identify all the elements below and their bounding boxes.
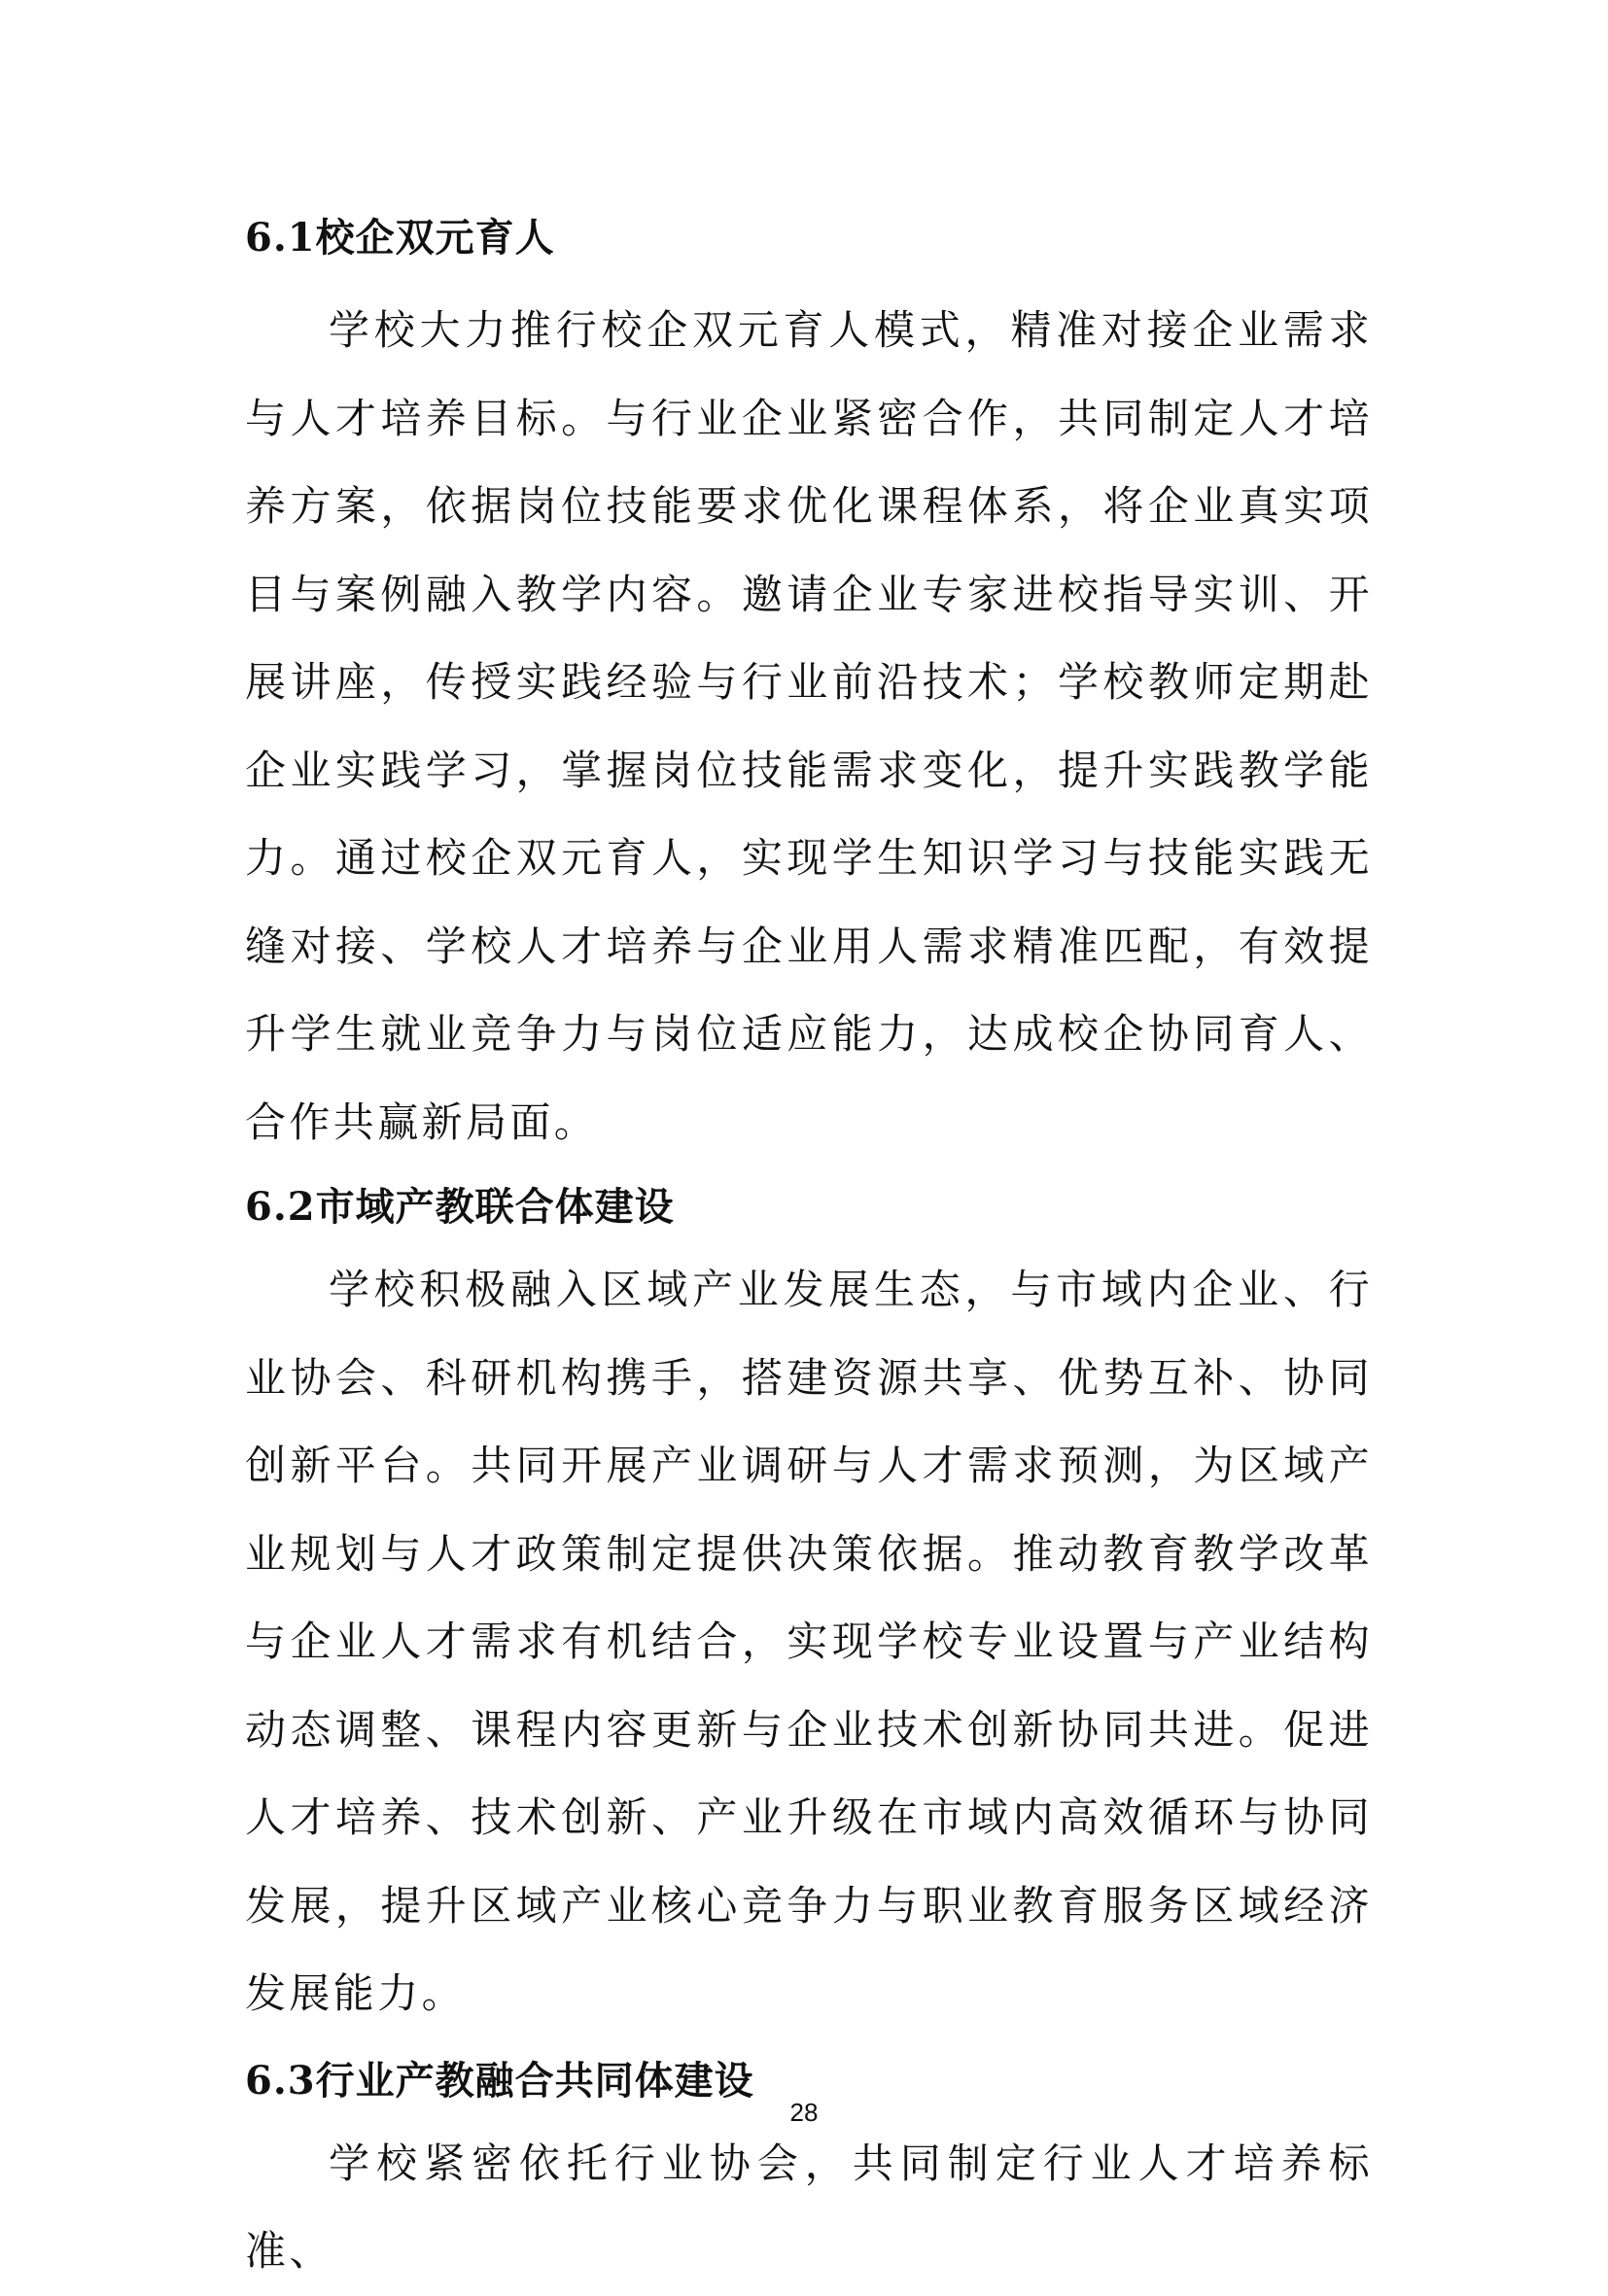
- section-paragraph-6-1: 学校大力推行校企双元育人模式，精准对接企业需求与人才培养目标。与行业企业紧密合作，共同制定人才培养方案，依据岗位技能要求优化课程体系，将企业真实项目与案例融入教学内容。邀请企业专家进校指导实训、开展讲座，传授实践经验与行业前沿技术；学校教师定期赴企业实践学习，掌握岗位技能需求变化，提升实践教学能力。通过校企双元育人，实现学生知识学习与技能实践无缝对接、学校人才培养与企业用人需求精准匹配，有效提升学生就业竞争力与岗位适应能力，达成校企协同育人、合作共赢新局面。: [245, 306, 1373, 1146]
- page-number: 28: [789, 2098, 819, 2127]
- section-heading-6-3: 6.3行业产教融合共同体建设: [245, 2057, 754, 2104]
- section-heading-6-2: 6.2市域产教联合体建设: [245, 1184, 675, 1230]
- section-paragraph-6-3: 学校紧密依托行业协会，共同制定行业人才培养标准、: [245, 2139, 1373, 2275]
- document-body: [245, 209, 1373, 2296]
- section-paragraph-6-2: 学校积极融入区域产业发展生态，与市域内企业、行业协会、科研机构携手，搭建资源共享、优势互补、协同创新平台。共同开展产业调研与人才需求预测，为区域产业规划与人才政策制定提供决策依据。推动教育教学改革与企业人才需求有机结合，实现学校专业设置与产业结构动态调整、课程内容更新与企业技术创新协同共进。促进人才培养、技术创新、产业升级在市域内高效循环与协同发展，提升区域产业核心竞争力与职业教育服务区域经济发展能力。: [245, 1266, 1373, 2017]
- section-heading-6-1: 6.1校企双元育人: [245, 215, 555, 261]
